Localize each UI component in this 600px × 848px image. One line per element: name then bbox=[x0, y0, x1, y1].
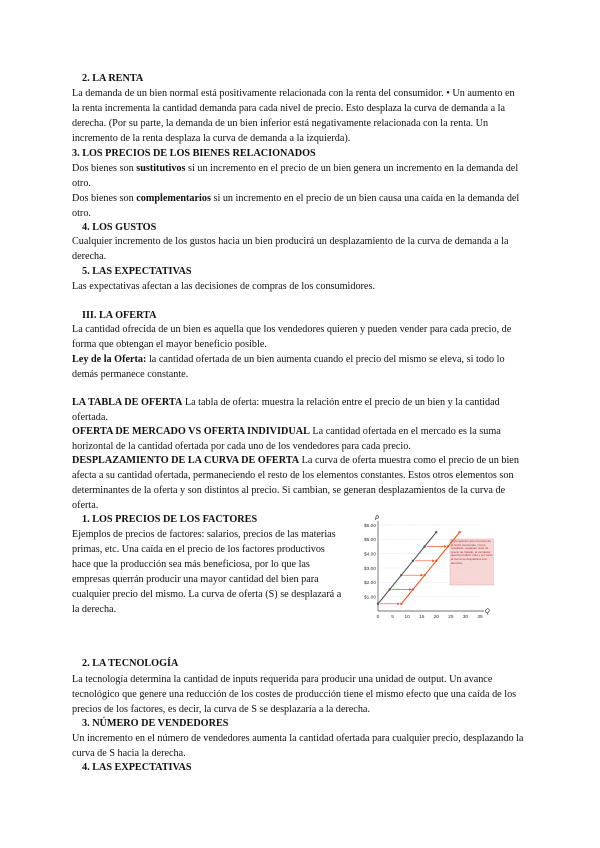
data-point bbox=[412, 588, 414, 590]
x-axis-label: Q bbox=[485, 609, 490, 615]
paragraph-ley-oferta: Ley de la Oferta: la cantidad ofertada de un bien aumenta cuando el precio del mismo se eleva, si todo lo demás permanece constante. bbox=[72, 354, 505, 380]
x-tick-label: 10 bbox=[404, 615, 410, 620]
heading-bienes-relacionados: 3. LOS PRECIOS DE LOS BIENES RELACIONADOS bbox=[72, 148, 316, 159]
data-point bbox=[388, 588, 390, 590]
y-axis-label: P bbox=[375, 516, 380, 522]
paragraph-oferta-mercado: OFERTA DE MERCADO VS OFERTA INDIVIDUAL La cantidad ofertada en el mercado es la suma horizontal de la cantidad ofertada por cada uno de los vendedores para cada precio. bbox=[72, 426, 501, 452]
term-sustitutivos: sustitutivos bbox=[136, 163, 186, 174]
term-complementarios: complementarios bbox=[136, 193, 211, 204]
heading-gustos: 4. LOS GUSTOS bbox=[82, 222, 157, 233]
data-point bbox=[458, 531, 460, 533]
heading-vendedores: 3. NÚMERO DE VENDEDORES bbox=[82, 718, 229, 729]
x-tick-label: 0 bbox=[376, 615, 380, 620]
paragraph-vendedores: Un incremento en el número de vendedores aumenta la cantidad ofertada para cualquier precio, desplazando la curva de S hacia la derecha. bbox=[72, 733, 524, 759]
heading-factores: 1. LOS PRECIOS DE LOS FACTORES bbox=[82, 514, 258, 525]
data-point bbox=[400, 574, 402, 576]
paragraph-expectativas: Las expectativas afectan a las decisiones de compras de los consumidores. bbox=[72, 281, 375, 292]
y-tick-label: $2.00 bbox=[363, 581, 376, 587]
x-tick-label: 20 bbox=[433, 615, 439, 620]
data-point bbox=[447, 545, 449, 547]
y-tick-label: $5.00 bbox=[363, 538, 376, 544]
x-tick-label: 25 bbox=[448, 615, 454, 620]
data-point bbox=[423, 574, 425, 576]
supply-shift-chart bbox=[356, 515, 494, 625]
x-tick-label: 5 bbox=[391, 615, 394, 620]
data-point bbox=[423, 545, 425, 547]
term-tabla-oferta: LA TABLA DE OFERTA bbox=[72, 397, 183, 408]
paragraph-renta: La demanda de un bien normal está positivamente relacionada con la renta del consumidor. • Un aumento en la renta incrementa la cantidad demanda para cada nivel de precio. Esto desplaza la curva de demanda a la derecha. (Por su parte, la demanda de un bien inferior está negativamente relacionada con la renta. Un incremento de la renta desplaza la curva de demanda a la izquierda). bbox=[72, 88, 515, 144]
data-point bbox=[377, 603, 379, 605]
heading-tecnologia: 2. LA TECNOLOGÍA bbox=[82, 658, 179, 669]
paragraph-tecnologia: La tecnología determina la cantidad de inputs requerida para producir una unidad de output. Un avance tecnológico que genere una reducción de los costes de producción tiene el mismo efecto que una caída de los precios de los factores, es decir, la curva de S se desplazaría a la derecha. bbox=[72, 674, 517, 715]
x-tick-label: 30 bbox=[462, 615, 469, 620]
heading-renta: 2. LA RENTA bbox=[82, 73, 144, 84]
y-tick-label: $3.00 bbox=[363, 566, 376, 572]
y-tick-label: $1.00 bbox=[363, 595, 376, 601]
heading-expectativas-oferta: 4. LAS EXPECTATIVAS bbox=[82, 762, 192, 773]
term-desplazamiento: DESPLAZAMIENTO DE LA CURVA DE OFERTA bbox=[72, 455, 300, 466]
x-tick-label: 35 bbox=[477, 615, 483, 620]
paragraph-tabla-oferta: LA TABLA DE OFERTA La tabla de oferta: muestra la relación entre el precio de un bien y la cantidad ofertada. bbox=[72, 397, 500, 423]
paragraph-gustos: Cualquier incremento de los gustos hacia un bien producirá un desplazamiento de la curva de demanda a la derecha. bbox=[72, 236, 509, 262]
paragraph-factores: Ejemplos de precios de factores: salarios, precios de las materias primas, etc. Una caída en el precio de los factores productivos hace que la producción sea más beneficiosa, por lo que las empresas querrán producir una mayor cantidad del bien para cualquier precio del mismo. La curva de oferta (S) se desplazará a la derecha. bbox=[72, 529, 342, 615]
data-point bbox=[412, 560, 414, 562]
supply-curve-s1 bbox=[378, 532, 436, 604]
data-point bbox=[435, 531, 437, 533]
y-tick-label: $4.00 bbox=[363, 552, 376, 558]
heading-oferta: III. LA OFERTA bbox=[82, 310, 157, 321]
annotation-text-wrap bbox=[451, 540, 493, 584]
paragraph-desplazamiento: DESPLAZAMIENTO DE LA CURVA DE OFERTA La curva de oferta muestra como el precio de un bien afecta a su cantidad ofertada, permaneciendo el resto de los elementos constantes. Estos otros elementos son determinantes de la oferta y son distintos al precio. Si cambian, se generan desplazamientos de la curva de oferta. bbox=[72, 455, 519, 511]
paragraph-oferta: La cantidad ofrecida de un bien es aquella que los vendedores quieren y pueden vender para cada precio, de forma que obtengan el mayor beneficio posible. bbox=[72, 324, 512, 350]
term-oferta-mercado: OFERTA DE MERCADO VS OFERTA INDIVIDUAL bbox=[72, 426, 310, 437]
data-point bbox=[435, 560, 437, 562]
paragraph-sustitutivos: Dos bienes son sustitutivos si un incremento en el precio de un bien genera un incremento en la demanda del otro. bbox=[72, 163, 519, 189]
y-tick-label: $6.00 bbox=[363, 523, 376, 529]
term-ley-oferta: Ley de la Oferta: bbox=[72, 354, 147, 365]
heading-expectativas: 5. LAS EXPECTATIVAS bbox=[82, 266, 192, 277]
chart-annotation: Supongamos que el precio de la leche desciende. Como resultado, cualquier nivel de precio de helado, el vendedor querrá producir más y por tanto la curva se desplazará a la derecha. bbox=[451, 540, 493, 565]
data-point bbox=[400, 603, 402, 605]
x-tick-label: 15 bbox=[419, 615, 425, 620]
paragraph-complementarios: Dos bienes son complementarios si un incremento en el precio de un bien causa una caída en la demanda del otro. bbox=[72, 193, 520, 219]
